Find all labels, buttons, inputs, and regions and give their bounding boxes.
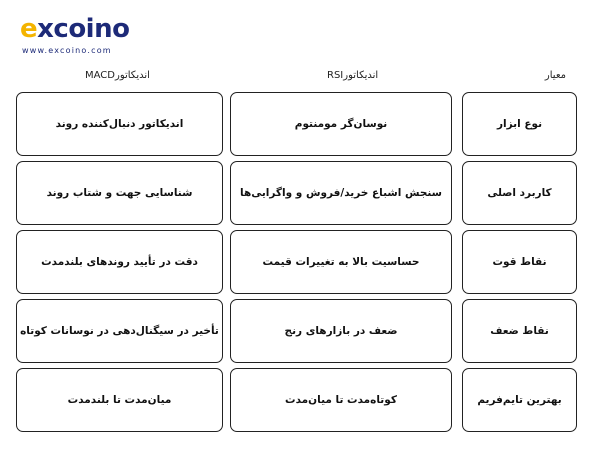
- macd-cell-tool-type: اندیکاتور دنبال‌کننده روند: [16, 92, 223, 156]
- rsi-cell-tool-type: نوسان‌گر مومنتوم: [230, 92, 452, 156]
- criterion-cell-best-timeframe: بهترین تایم‌فریم: [462, 368, 577, 432]
- logo-word-rest: xcoino: [37, 14, 130, 44]
- rsi-cell-strengths: حساسیت بالا به تغییرات قیمت: [230, 230, 452, 294]
- rsi-cell-best-timeframe: کوتاه‌مدت تا میان‌مدت: [230, 368, 452, 432]
- macd-cell-strengths: دقت در تأیید روندهای بلندمدت: [16, 230, 223, 294]
- criterion-cell-main-use: کاربرد اصلی: [462, 161, 577, 225]
- header-criteria: معیار: [544, 70, 566, 81]
- header-macd: اندیکاتورMACD: [85, 70, 150, 81]
- rsi-cell-weaknesses: ضعف در بازارهای رنج: [230, 299, 452, 363]
- criterion-cell-strengths: نقاط قوت: [462, 230, 577, 294]
- macd-cell-best-timeframe: میان‌مدت تا بلندمدت: [16, 368, 223, 432]
- criterion-cell-tool-type: نوع ابزار: [462, 92, 577, 156]
- macd-cell-main-use: شناسایی جهت و شتاب روند: [16, 161, 223, 225]
- rsi-cell-main-use: سنجش اشباع خرید/فروش و واگرایی‌ها: [230, 161, 452, 225]
- criterion-cell-weaknesses: نقاط ضعف: [462, 299, 577, 363]
- macd-cell-weaknesses: تأخیر در سیگنال‌دهی در نوسانات کوتاه: [16, 299, 223, 363]
- excoino-logo: [20, 16, 129, 55]
- logo-letter-e: e: [20, 14, 38, 44]
- logo-url: www.excoino.com: [22, 46, 112, 55]
- header-rsi: اندیکاتورRSI: [327, 70, 379, 81]
- logo-wordmark: [20, 16, 129, 42]
